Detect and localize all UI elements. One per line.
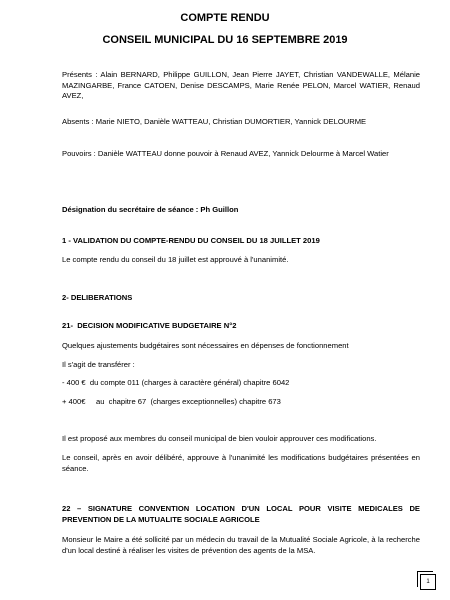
section-1-heading: 1 - VALIDATION DU COMPTE-RENDU DU CONSEIL DU 18 JUILLET 2019 xyxy=(62,236,320,245)
page-number: 1 xyxy=(420,574,436,590)
section-21-decision: Le conseil, après en avoir délibéré, approuve à l'unanimité les modifications budgétaires présentées en séance. xyxy=(62,453,420,473)
section-21-transfer: Il s'agit de transférer : xyxy=(62,360,135,369)
section-21-proposal: Il est proposé aux membres du conseil municipal de bien vouloir approuver ces modifications. xyxy=(62,434,377,443)
secretaire-heading: Désignation du secrétaire de séance : Ph Guillon xyxy=(62,205,239,214)
section-2-heading: 2- DELIBERATIONS xyxy=(62,293,133,302)
section-1-text: Le compte rendu du conseil du 18 juillet est approuvé à l'unanimité. xyxy=(62,255,289,264)
section-22-text: Monsieur le Maire a été sollicité par un médecin du travail de la Mutualité Sociale Agricole, à la recherche d'un local destiné à réaliser les visites de prévention des agents de la MSA. xyxy=(62,535,420,555)
presents-paragraph: Présents : Alain BERNARD, Philippe GUILLON, Jean Pierre JAYET, Christian VANDEWALLE, Mélanie MAZINGARBE, France CATOEN, Denise DESCAMPS, Marie Renée PELON, Marcel WATIER, Renaud AVEZ, xyxy=(62,70,420,100)
section-21-credit-line: + 400€ au chapitre 67 (charges exceptionnelles) chapitre 673 xyxy=(62,397,281,406)
section-21-debit-line: - 400 € du compte 011 (charges à caractère général) chapitre 6042 xyxy=(62,378,290,387)
title-compte-rendu: COMPTE RENDU xyxy=(180,12,270,24)
absents-paragraph: Absents : Marie NIETO, Danièle WATTEAU, Christian DUMORTIER, Yannick DELOURME xyxy=(62,117,367,126)
section-22-heading: 22 – SIGNATURE CONVENTION LOCATION D'UN LOCAL POUR VISITE MEDICALES DE PREVENTION DE LA MUTUALITE SOCIALE AGRICOLE xyxy=(62,504,420,524)
pouvoirs-paragraph: Pouvoirs : Danièle WATTEAU donne pouvoir à Renaud AVEZ, Yannick Delourme à Marcel Watier xyxy=(62,149,389,158)
section-21-heading: 21- DECISION MODIFICATIVE BUDGETAIRE N°2 xyxy=(62,321,237,330)
section-21-intro: Quelques ajustements budgétaires sont nécessaires en dépenses de fonctionnement xyxy=(62,341,349,350)
title-conseil-municipal: CONSEIL MUNICIPAL DU 16 SEPTEMBRE 2019 xyxy=(102,34,348,46)
